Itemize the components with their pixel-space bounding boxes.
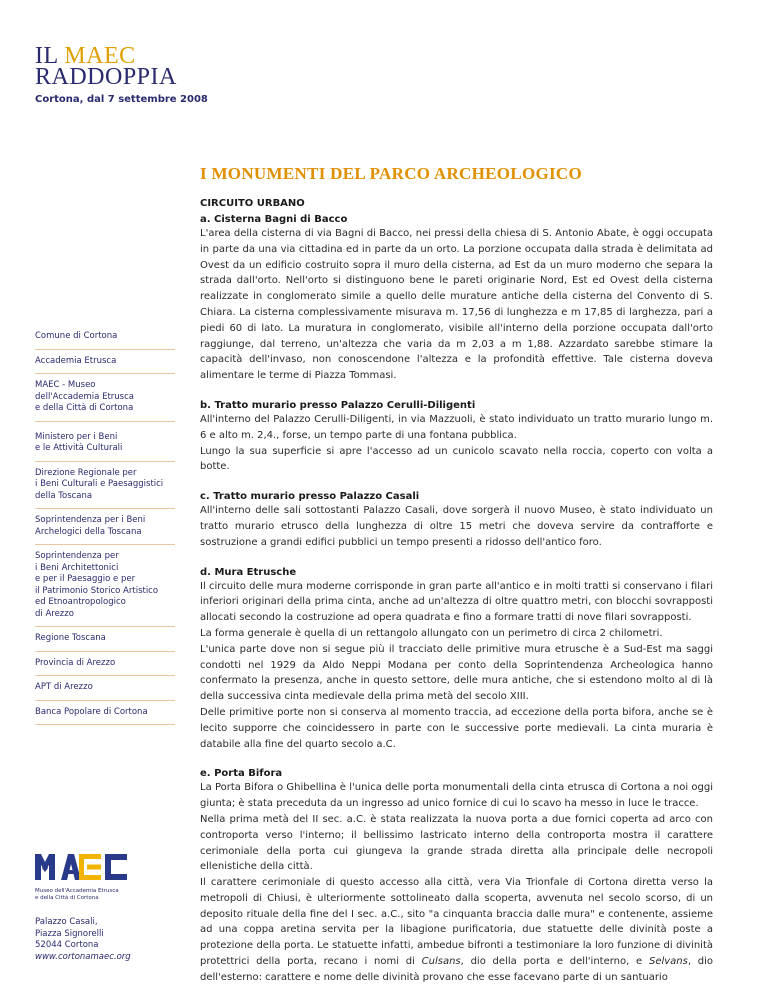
sidebar (35, 331, 175, 731)
subsections (200, 214, 713, 986)
paragraph: Il carattere cerimoniale di questo accesso alla città, vera Via Trionfale di Cortona diretta verso la metropoli di Chiusi, è ulteriormente sottolineato dalla scoperta, avvenuta nel secolo scorso, di un deposito rituale della fine del I sec. a.C., sito "a cinquanta braccia dalle mura" e contenente, assieme ad una coppa aretina servita per la libagione purificatoria, due statuette delle divinità poste a protezione della porta. Le statuette infatti, ambedue bifronti a testimoniare la loro funzione di divinità protettrici della porta, recano i nomi di Culsans, dio della porta e dell'interno, e Selvans, dio dell'esterno: carattere e nome delle divinità provano che esse facevano parte di un santuario (200, 877, 714, 983)
header (35, 43, 208, 105)
address-lines: Palazzo Casali, Piazza Signorelli 52044 Cortona (35, 917, 104, 950)
subsection (200, 768, 713, 985)
paragraph: Delle primitive porte non si conserva al momento traccia, ad eccezione della porta bifora, anche se è lecito supporre che coincidessero in parte con le successive porte medievali. La cinta muraria è databile alla fine del quarto secolo a.C. (200, 706, 713, 750)
paragraph: La forma generale è quella di un rettangolo allungato con un perimetro di circa 2 chilometri. (200, 627, 663, 639)
paragraph: La Porta Bifora o Ghibellina è l'unica delle porta monumentali della cinta etrusca di Cortona a noi oggi giunta; è stata preceduta da un ingresso ad unico fornice di cui lo scavo ha messo in luce le tracce. (200, 782, 713, 810)
maec-logo (35, 850, 145, 902)
paragraph: All'interno delle sali sottostanti Palazzo Casali, dove sorgerà il nuovo Museo, è stato individuato un tratto murario etrusco della lunghezza di oltre 15 metri che doveva servire da contrafforte e sostruzione a grandi edifici pubblici un tempo presenti a ridosso dell'antico foro. (200, 505, 713, 548)
date-line: Cortona, dal 7 settembre 2008 (35, 94, 208, 105)
sidebar-item: MAEC - Museo dell'Accademia Etrusca e della Città di Cortona (35, 380, 175, 422)
subsection (200, 214, 713, 384)
maec-logo-caption: Museo dell'Accademia Etrusca e della Città di Cortona (35, 888, 119, 901)
sidebar-item: Soprintendenza per i Beni Archelogici della Toscana (35, 515, 175, 545)
subsection-title: c. Tratto murario presso Palazzo Casali (200, 491, 420, 503)
paragraph: Nella prima metà del II sec. a.C. è stata realizzata la nuova porta a due fornici coperta ad arco con controporta verso l'interno; il bellissimo lastricato interno della controporta mostra il carattere cerimoniale della porta cui giungeva la grande strada diretta alla principale delle necropoli ellenistiche della città. (200, 813, 713, 873)
paragraph: L'unica parte dove non si segue più il tracciato delle primitive mura etrusche è a Sud-Est ma saggi condotti nel 1929 da Aldo Neppi Modana per conto della Soprintendenza Archeologica hanno confermato la presenza, anche in questo settore, delle mura antiche, che si estendono molto al di là della successiva cinta medievale della prima metà del secolo XIII. (200, 643, 713, 703)
subsection (200, 400, 713, 475)
sidebar-item: Regione Toscana (35, 633, 175, 652)
title-line-2: RADDOPPIA (35, 64, 177, 90)
paragraph: Lungo la sua superficie si apre l'accesso ad un cunicolo scavato nella roccia, coperto con volta a botte. (200, 445, 713, 473)
paragraph: Il circuito delle mura moderne corrisponde in gran parte all'antico e in molti tratti si conservano i filari inferiori originari della prima cinta, anche ad un'altezza di oltre quattro metri, con blocchi sovrapposti allocati secondo la costruzione ad opera quadrata e fino a formare tratti di nove filari sovrapposti. (200, 580, 713, 624)
title-il: IL (35, 43, 65, 69)
title-maec: MAEC (64, 43, 136, 69)
subsection-title: d. Mura Etrusche (200, 566, 297, 578)
page-title: I MONUMENTI DEL PARCO ARCHEOLOGICO (200, 164, 583, 183)
sidebar-item: Comune di Cortona (35, 331, 175, 350)
paragraph: L'area della cisterna di via Bagni di Bacco, nei pressi della chiesa di S. Antonio Abate, è oggi occupata in parte da una via cittadina ed in parte da un orto. La porzione occupata dalla strada è delimitata ad Ovest da un edificio costruito sopra il muro della cisterna, ad Est da un muro moderno che separa la strada dall'orto. Nell'orto si distinguono bene le pareti originarie Nord, Est ed Ovest della cisterna realizzate in conglomerato simile a quello delle murature antiche della cisterna del Convento di S. Chiara. La cisterna complessivamente misurava m. 17,56 di lunghezza e m 17,85 di larghezza, pari a piedi 60 di lato. La muratura in conglomerato, visibile all'interno della porzione occupata dall'orto raggiunge, dal terreno, un'altezza che varia da m 2,03 a m 1,88. Azzardato sarebbe stimare la capacità dell'invaso, non conoscendone l'altezza e la profondità effettive. Tale cisterna doveva alimentare le terme di Piazza Tommasi. (200, 228, 713, 382)
sidebar-item: Soprintendenza per i Beni Architettonici e per il Paesaggio e per il Patrimonio Storico Artistico ed Etnoantropologico di Arezzo (35, 551, 175, 627)
sidebar-item: Banca Popolare di Cortona (35, 707, 175, 726)
section-heading: CIRCUITO URBANO (200, 198, 305, 209)
address (35, 917, 131, 963)
sidebar-item: Ministero per i Beni e le Attività Culturali (35, 432, 175, 462)
sidebar-item: Provincia di Arezzo (35, 658, 175, 677)
website-link[interactable]: www.cortonamaec.org (35, 951, 131, 962)
sidebar-item: APT di Arezzo (35, 682, 175, 701)
sidebar-item: Accademia Etrusca (35, 356, 175, 375)
paragraph: All'interno del Palazzo Cerulli-Diligenti, in via Mazzuoli, è stato individuato un tratto murario lungo m. 6 e alto m. 2,4., forse, un tempo parte di una fontana pubblica. (200, 413, 713, 441)
subsection-title: b. Tratto murario presso Palazzo Cerulli-Diligenti (200, 399, 476, 411)
subsection (200, 567, 713, 753)
maec-logo-mark-icon (35, 850, 127, 886)
sidebar-item: Direzione Regionale per i Beni Culturali e Paesaggistici della Toscana (35, 468, 175, 510)
subsection-title: a. Cisterna Bagni di Bacco (200, 214, 348, 225)
subsection-title: e. Porta Bifora (200, 768, 283, 780)
main-content (200, 164, 713, 1002)
subsection (200, 491, 713, 550)
